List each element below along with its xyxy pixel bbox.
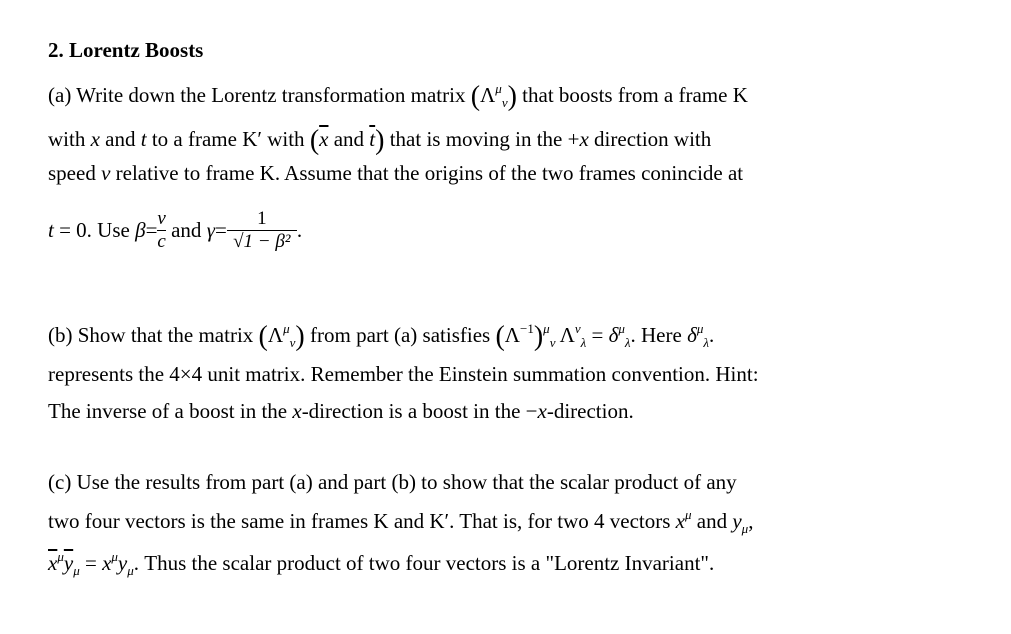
part-a-line-2: with x and t to a frame K′ with ($\overline{x}$ and $\overline{t}$) that is moving in the +x direction with	[48, 125, 712, 156]
invariant-equation: $\overline{x}^\mu\overline{y}_\mu = x^\mu y_\mu$.	[48, 549, 140, 578]
part-a-line-1	[48, 80, 748, 112]
part-b-text-2: from part (a) satisfies	[310, 323, 491, 347]
part-a-text-6: and	[333, 127, 365, 151]
part-c-line-1: (c) Use the results from part (a) and part (b) to show that the scalar product of any	[48, 470, 737, 494]
part-b-text-4: The inverse of a boost in the	[48, 399, 288, 423]
part-a-text-4: and	[105, 127, 136, 151]
part-a-text-12: and	[171, 217, 202, 242]
part-b-line-2: represents the 4×4 unit matrix. Remember the Einstein summation convention. Hint:	[48, 362, 759, 386]
beta-fraction: $\frac{v}{c}$	[157, 207, 166, 252]
part-a-text-3: with	[48, 127, 86, 151]
part-a-text-2: that boosts from a frame K	[522, 83, 748, 107]
part-a-text-11: = 0. Use	[59, 217, 130, 242]
problem-title: 2. Lorentz Boosts	[48, 38, 204, 62]
inverse-identity-equation: $(\Lambda^{-1})^\mu_\nu$ $\Lambda^\nu_\lambda = \delta^\mu_\lambda$.	[495, 321, 636, 352]
part-c-text-2: and	[696, 509, 728, 533]
part-a-text-5: to a frame K′ with	[151, 127, 305, 151]
part-b-text-6: -direction.	[546, 399, 634, 423]
part-a-text-8: direction with	[594, 127, 712, 151]
part-a-text-10: relative to frame K. Assume that the origins of the two frames conincide at	[115, 161, 744, 185]
part-a-text-9: speed	[48, 161, 96, 185]
lambda-matrix-symbol: $(\Lambda^\mu_\nu)$	[470, 81, 517, 112]
part-b-line-1: (b) Show that the matrix $(\Lambda^\mu_\nu)$ from part (a) satisfies $(\Lambda^{-1})^\mu_\nu$ $\Lambda^\nu_\lambda = \delta^\mu_\lambda$. Here $\delta^\mu_\lambda$.	[48, 321, 715, 352]
part-b-text-5: -direction is a boost in the	[301, 399, 521, 423]
part-a-line-3: speed v relative to frame K. Assume that the origins of the two frames conincide at	[48, 161, 744, 185]
part-a-line-4: t = 0. Use β = $\frac{v}{c}$ and γ = $\frac{1}{\text{√1 − β²}}$ .	[48, 207, 303, 252]
part-a-text-1: (a) Write down the Lorentz transformation matrix	[48, 83, 466, 107]
part-c-line-3	[48, 549, 715, 578]
part-a-text-7: that is moving in the	[389, 127, 563, 151]
gamma-fraction: $\frac{1}{\text{√1 − β²}}$	[227, 209, 297, 252]
lambda-matrix-symbol-b: $(\Lambda^\mu_\nu)$	[258, 321, 305, 352]
part-c-line-2: two four vectors is the same in frames K and K′. That is, for two 4 vectors $x^\mu$ and $y_\mu$,	[48, 507, 754, 536]
part-b-line-3: The inverse of a boost in the x-direction is a boost in the −x-direction.	[48, 399, 634, 423]
part-b-text-3: Here	[641, 323, 682, 347]
part-c-text-3: Thus the scalar product of two four vectors is a "Lorentz Invariant".	[144, 551, 715, 575]
part-c-text-1: two four vectors is the same in frames K and K′. That is, for two 4 vectors	[48, 509, 671, 533]
part-b-text-1: (b) Show that the matrix	[48, 323, 254, 347]
